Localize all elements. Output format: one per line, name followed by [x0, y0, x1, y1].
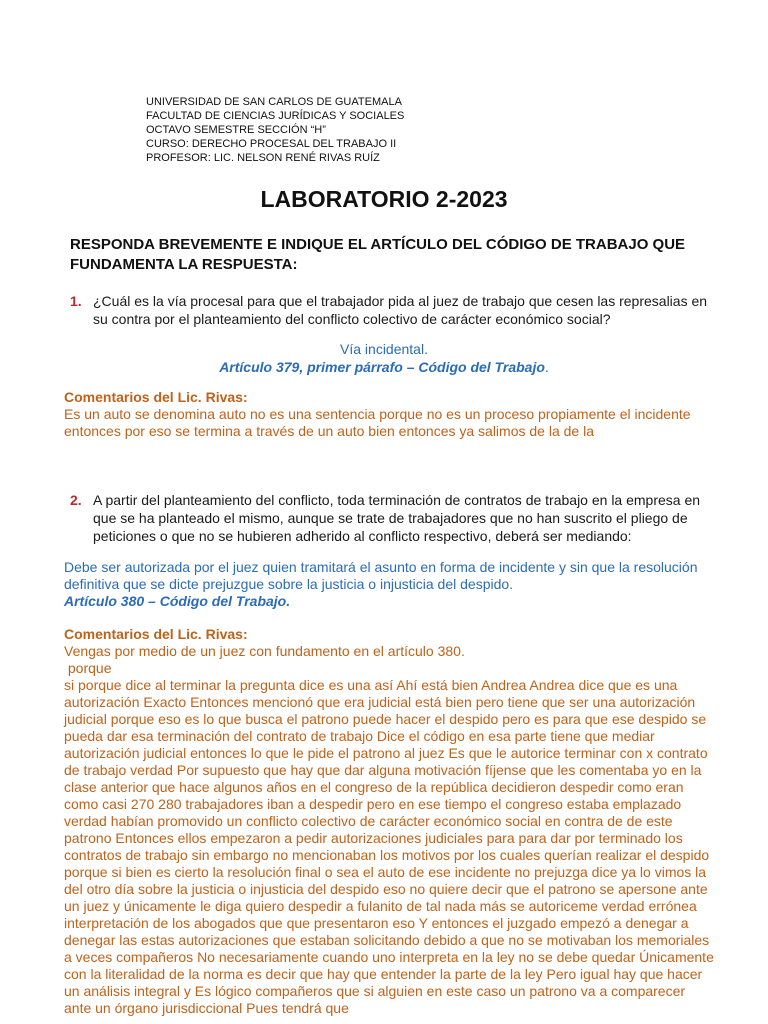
comment-text: si porque dice al terminar la pregunta dice es una así Ahí está bien Andrea Andrea dice que es una autorización Exacto Entonces mencionó que era judicial está bien pero tiene que ser una autorización judicial porque eso es lo que busca el patrono puede hacer el despido pero es para que ese despido se pueda dar esa terminación del contrato de trabajo Dice el código en esa parte tiene que mediar autorización judicial entonces lo que le pide el patrono al juez Es que le autorice terminar con x contrato de trabajo verdad Por supuesto que hay que dar alguna motivación fíjense que les comentaba yo en la clase anterior que hace algunos años en el congreso de la república decidieron despedir como eran como casi 270 280 trabajadores iban a despedir pero en ese tiempo el congreso estaba emplazado verdad habían promovido un conflicto colectivo de carácter económico social en contra de de este patrono Entonces ellos empezaron a pedir autorizaciones judiciales para para dar por terminado los contratos de trabajo sin embargo no mencionaban los motivos por los cuales querían realizar el despido porque si bien es cierto la resolución final o sea el auto de ese incidente no prejuzga dice ya lo vimos la del otro día sobre la justicia o injusticia del despido eso no quiere decir que el patrono se apersone ante un juez y únicamente le diga quiero despedir a fulanito de tal nada más se autoriceme verdad errónea interpretación de los abogados que que presentaron eso Y entonces el juzgado empezó a denegar a denegar las estas autorizaciones que estaban solicitando debido a que no se motivaban los memoriales a veces compañeros No necesariamente cuando uno interpreta en la ley no se debe quedar Únicamente con la literalidad de la norma es decir que hay que entender la parte de la ley Pero igual hay que hacer un análisis integral y Es lógico compañeros que si alguien en este caso un patrono va a comparecer ante un órgano jurisdiccional Pues tendrá que	[64, 677, 714, 1016]
comment-1	[64, 389, 714, 440]
answer-2	[64, 559, 724, 610]
comment-heading: Comentarios del Lic. Rivas:	[64, 389, 248, 405]
comment-text: Es un auto se denomina auto no es una sentencia porque no es un proceso propiamente el incidente entonces por eso se termina a través de un auto bien entonces ya salimos de la de la	[64, 406, 691, 439]
header-university: UNIVERSIDAD DE SAN CARLOS DE GUATEMALA	[146, 96, 402, 108]
article-reference: Artículo 379, primer párrafo – Código del Trabajo	[219, 359, 545, 375]
comment-line: porque	[64, 660, 112, 676]
document-header	[146, 95, 404, 165]
answer-1	[0, 340, 768, 376]
header-professor: PROFESOR: LIC. NELSON RENÉ RIVAS RUÍZ	[146, 152, 380, 164]
comment-heading: Comentarios del Lic. Rivas:	[64, 626, 248, 642]
header-semester: OCTAVO SEMESTRE SECCIÓN “H”	[146, 124, 326, 136]
question-text: A partir del planteamiento del conflicto, toda terminación de contratos de trabajo en la empresa en que se ha planteado el mismo, aunque se trate de trabajadores que no han suscrito el pliego de peticiones o que no se hubieren adherido al conflicto respectivo, deberá ser mediando:	[93, 492, 701, 544]
header-course: CURSO: DERECHO PROCESAL DEL TRABAJO II	[146, 138, 397, 150]
article-reference: Artículo 380 – Código del Trabajo.	[64, 593, 291, 609]
header-faculty: FACULTAD DE CIENCIAS JURÍDICAS Y SOCIALES	[146, 110, 405, 122]
article-suffix: .	[544, 359, 549, 375]
question-text: ¿Cuál es la vía procesal para que el trabajador pida al juez de trabajo que cesen las represalias en su contra por el planteamiento del conflicto colectivo de carácter económico social?	[93, 293, 708, 327]
question-number: 2.	[70, 492, 82, 508]
answer-text: Debe ser autorizada por el juez quien tramitará el asunto en forma de incidente y sin que la resolución definitiva que se dicte prejuzgue sobre la justicia o injusticia del despido.	[64, 559, 698, 592]
page-title: LABORATORIO 2-2023	[260, 186, 508, 212]
comment-line: Vengas por medio de un juez con fundamento en el artículo 380.	[64, 643, 465, 659]
answer-text: Vía incidental.	[340, 341, 428, 357]
question-number: 1.	[70, 293, 82, 309]
question-2	[70, 491, 710, 545]
question-1	[70, 292, 710, 328]
comment-2	[64, 626, 716, 1017]
instruction-text: RESPONDA BREVEMENTE E INDIQUE EL ARTÍCULO DEL CÓDIGO DE TRABAJO QUE FUNDAMENTA LA RESPUESTA:	[70, 236, 686, 273]
